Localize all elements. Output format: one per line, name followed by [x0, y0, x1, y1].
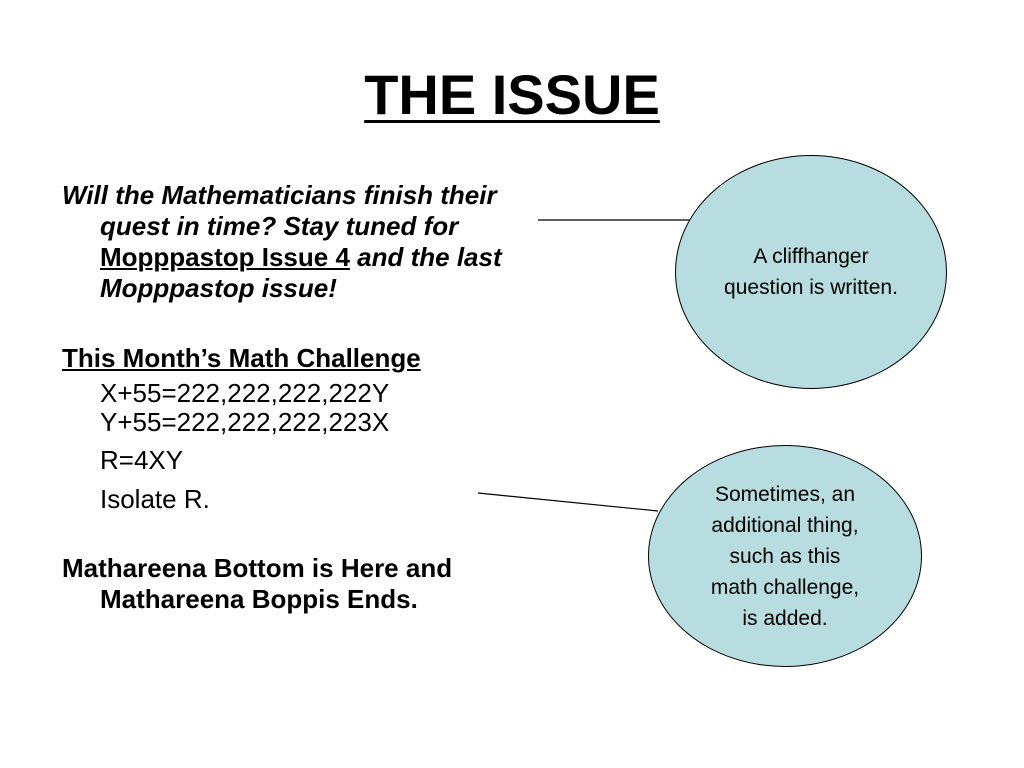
equation-line: Isolate R.	[100, 484, 210, 514]
cliffhanger-paragraph	[62, 180, 562, 304]
callout-bubble-challenge	[648, 445, 922, 667]
callout-text: A cliffhanger	[753, 245, 869, 268]
cliffhanger-text-end: and the last Mopppastop issue!	[100, 242, 502, 303]
callout-text: Sometimes, an	[714, 482, 856, 506]
callout-text: additional thing,	[711, 513, 859, 537]
ending-paragraph: Mathareena Bottom is Here and Mathareena Boppis Ends.	[62, 553, 453, 614]
equation-line: R=4XY	[100, 445, 184, 475]
equation-line: Y+55=222,222,222,223X	[100, 407, 390, 437]
callout-bubble-cliffhanger	[675, 155, 947, 389]
callout-text: such as this	[729, 544, 841, 568]
callout-text: is added.	[742, 606, 828, 630]
slide-title: THE ISSUE	[364, 63, 660, 126]
issue-title: Mopppastop Issue 4	[100, 242, 350, 272]
callout-text: question is written.	[724, 276, 898, 299]
challenge-heading: This Month’s Math Challenge	[62, 343, 421, 373]
slide-body	[62, 180, 562, 615]
cliffhanger-text: Will the Mathematicians finish their quest in time? Stay tuned for	[62, 180, 497, 241]
callout-text: math challenge,	[710, 575, 860, 599]
equation-line: X+55=222,222,222,222Y	[100, 378, 390, 408]
